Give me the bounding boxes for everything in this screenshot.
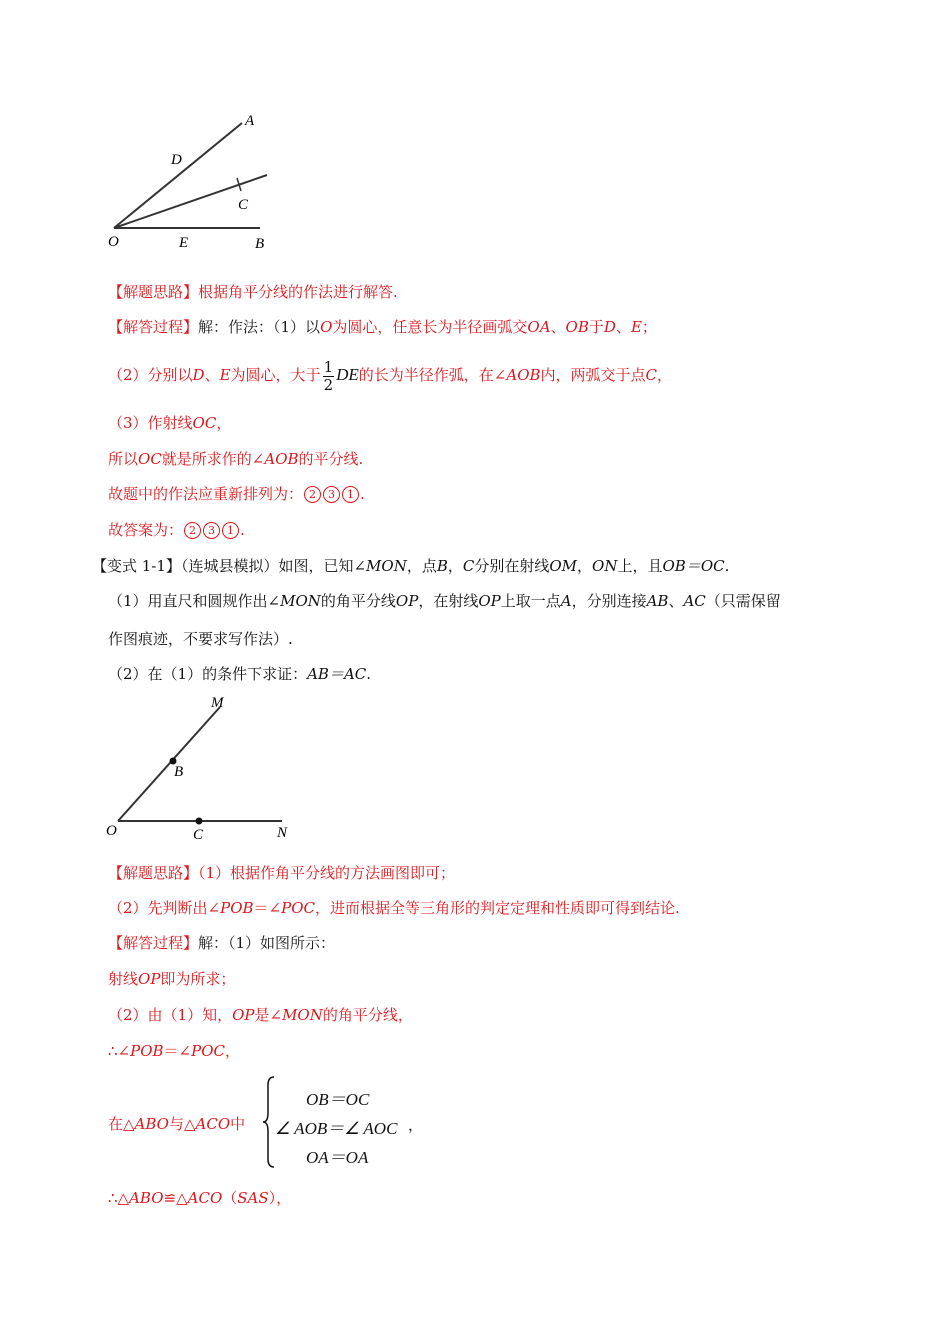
sol1-process-line3: （3）作射线OC， — [108, 414, 232, 432]
label-B: B — [255, 236, 265, 252]
ray-OA — [114, 123, 242, 228]
circled-number: 3 — [323, 486, 340, 503]
equation-3: OA＝OA — [306, 1148, 369, 1167]
sol1-answer-line: 故答案为： 2 3 1 . — [108, 521, 245, 539]
circled-number: 2 — [304, 486, 321, 503]
variant-sub2: （2）在（1）的条件下求证：AB＝AC. — [108, 665, 372, 683]
label-M: M — [211, 695, 224, 711]
thinking-tag: 【解题思路】 — [108, 283, 199, 301]
process-tag: 【解答过程】 — [108, 318, 199, 336]
label-E: E — [179, 235, 189, 251]
sol2-process-line3: （2）由（1）知，OP是∠MON的角平分线， — [108, 1006, 413, 1024]
circled-number: 3 — [203, 522, 220, 539]
label-D: D — [171, 152, 182, 168]
variant-sub1-line1: （1）用直尺和圆规作出∠MON的角平分线OP，在射线OP上取一点A，分别连接AB、AC（只需保留 — [108, 592, 781, 610]
left-brace — [262, 1075, 276, 1169]
angle-MON-figure — [100, 688, 300, 848]
variant-question: 【变式 1-1】（连城县模拟）如图，已知∠MON，点B，C分别在射线OM，ON上，且OB＝OC. — [92, 557, 730, 575]
variant-tag: 【变式 1-1】 — [92, 557, 181, 575]
label-O: O — [106, 823, 117, 839]
label-C: C — [193, 827, 204, 843]
sol2-thinking-line2: （2）先判断出∠POB＝∠POC，进而根据全等三角形的判定定理和性质即可得到结论. — [108, 899, 680, 917]
sol2-process-line2: 射线OP即为所求； — [108, 970, 236, 988]
label-A: A — [245, 113, 255, 129]
fraction-one-half: $\frac{1}{2}$ — [323, 357, 334, 394]
sol2-process-line6: ∴△ABO≌△ACO（SAS）， — [108, 1189, 292, 1207]
equation-1: OB＝OC — [306, 1090, 370, 1109]
label-O: O — [108, 234, 119, 250]
sol2-thinking-line1: 【解题思路】（1）根据作角平分线的方法画图即可； — [108, 864, 456, 882]
sol1-process-line1: 【解答过程】解：作法：（1）以O为圆心，任意长为半径画弧交OA、OB于D、E； — [108, 318, 657, 336]
label-N: N — [277, 825, 288, 841]
angle-bisector-figure-1 — [100, 105, 290, 260]
sol1-process-line4: 所以OC就是所求作的∠AOB的平分线. — [108, 450, 364, 468]
circled-number: 2 — [184, 522, 201, 539]
ray-OM — [118, 707, 220, 821]
equation-comma: ， — [408, 1118, 424, 1134]
label-B: B — [174, 764, 184, 780]
circled-number: 1 — [342, 486, 359, 503]
sol1-thinking — [108, 282, 398, 302]
sol2-process-line1: 【解答过程】解：（1）如图所示： — [108, 934, 336, 952]
process-tag: 【解答过程】 — [108, 934, 199, 952]
thinking-tag: 【解题思路】 — [108, 864, 199, 882]
sol2-process-line5: 在△ABO与△ACO中 — [108, 1115, 246, 1133]
sol1-order-line: 故题中的作法应重新排列为： 2 3 1 . — [108, 485, 365, 503]
label-C: C — [238, 197, 249, 213]
thinking-text: 根据角平分线的作法进行解答. — [198, 283, 398, 301]
variant-sub1-line2: 作图痕迹，不要求写作法）. — [108, 630, 293, 648]
sol2-process-line4: ∴∠POB＝∠POC， — [108, 1042, 241, 1060]
equation-2: ∠ AOB＝∠ AOC — [275, 1119, 398, 1138]
sol1-process-line2: （2）分别以D、E为圆心，大于 $\frac{1}{2}$ DE的长为半径作弧，在∠AOB内，两弧交于点C， — [108, 357, 673, 394]
point-C — [196, 818, 203, 825]
circled-number: 1 — [222, 522, 239, 539]
